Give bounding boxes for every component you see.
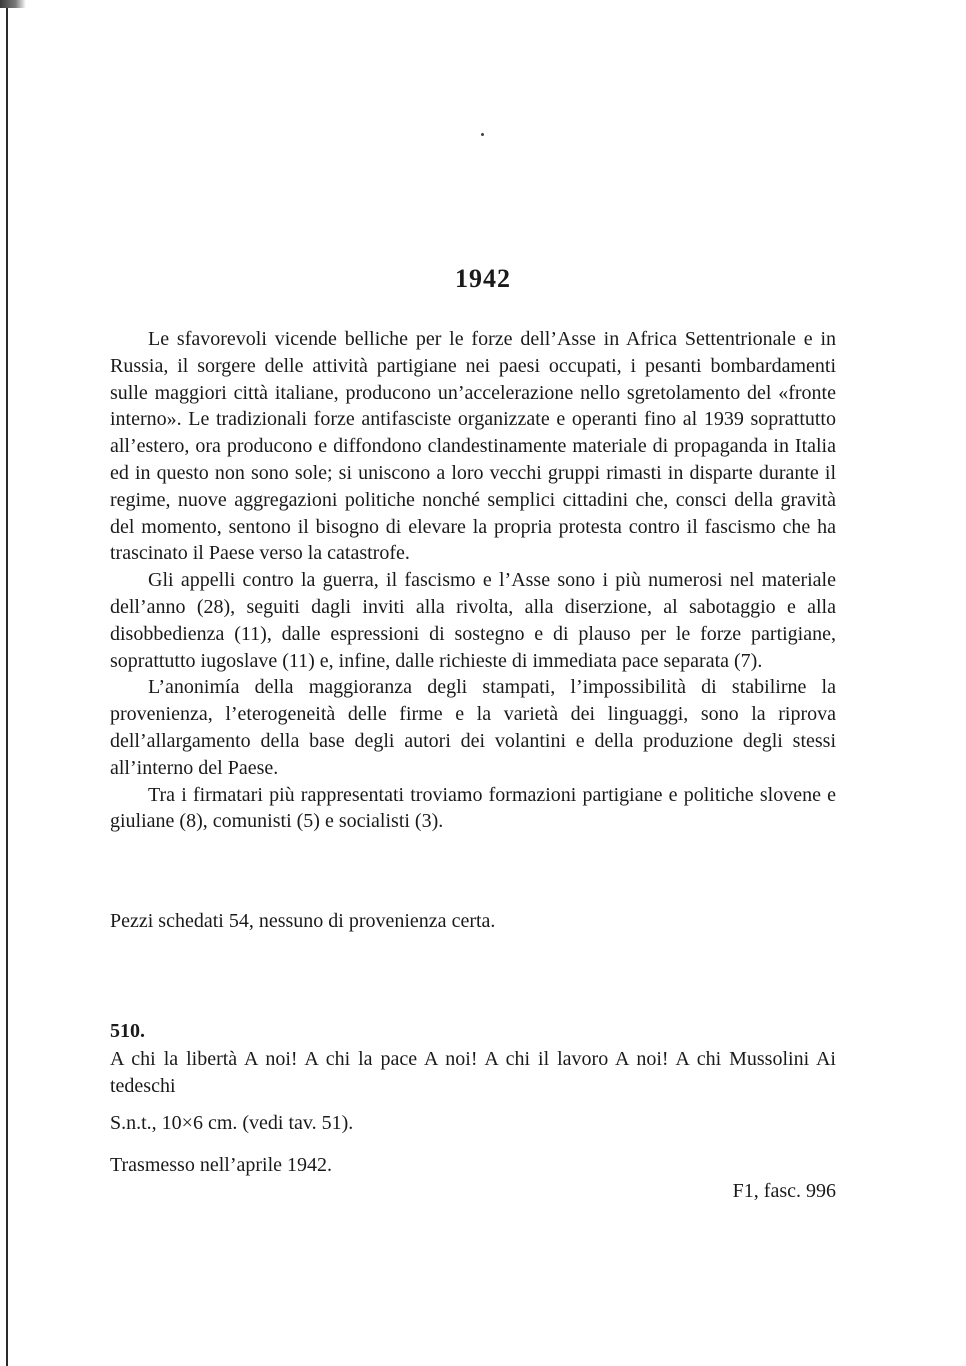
entry-archive-reference: F1, fasc. 996: [732, 1180, 836, 1202]
entry-transmission-note: Trasmesso nell’aprile 1942.: [110, 1154, 333, 1176]
intro-text-block: [110, 326, 836, 835]
entry-description: S.n.t., 10×6 cm. (vedi tav. 51).: [110, 1112, 354, 1134]
catalogue-summary: Pezzi schedati 54, nessuno di provenienza certa.: [110, 910, 496, 932]
scan-speck: [481, 133, 484, 136]
intro-paragraph-2: Gli appelli contro la guerra, il fascismo e l’Asse sono i più numerosi nel materiale dell’anno (28), seguiti dagli inviti alla rivolta, alla diserzione, al sabotaggio e alla disobbedienza (11), dalle espressioni di sostegno e di plauso per le forze partigiane, soprattutto iugoslave (11) e, infine, dalle richieste di immediata pace separata (7).: [110, 569, 836, 672]
entry-number: 510.: [110, 1020, 145, 1042]
intro-paragraph-4: Tra i firmatari più rappresentati troviamo formazioni partigiane e politiche slovene e giuliane (8), comunisti (5) e socialisti (3).: [110, 783, 836, 833]
intro-paragraph-3: L’anonimía della maggioranza degli stampati, l’impossibilità di stabilirne la provenienza, l’eterogeneità delle firme e la varietà dei linguaggi, sono la riprova dell’allargamento della base degli autori dei volantini e della produzione degli stessi all’interno del Paese.: [110, 676, 836, 779]
year-heading: 1942: [455, 264, 511, 293]
scan-page-edge: [6, 0, 8, 1366]
scan-corner-mark: [0, 0, 26, 8]
entry-title: A chi la libertà A noi! A chi la pace A noi! A chi il lavoro A noi! A chi Mussolini Ai tedeschi: [110, 1048, 836, 1097]
intro-paragraph-1: Le sfavorevoli vicende belliche per le forze dell’Asse in Africa Settentrionale e in Russia, il sorgere delle attività partigiane nei paesi occupati, i pesanti bombardamenti sulle maggiori città italiane, producono un’accelerazione nello sgretolamento del «fronte interno». Le tradizionali forze antifasciste organizzate e operanti fino al 1939 soprattutto all’estero, ora producono e diffondono clandestinamente materiale di propaganda in Italia ed in questo non sono sole; si uniscono a loro vecchi gruppi rimasti in disparte durante il regime, nuove aggregazioni politiche nonché semplici cittadini che, consci della gravità del momento, sentono il bisogno di elevare la propria protesta contro il fascismo che ha trascinato il Paese verso la catastrofe.: [110, 328, 836, 565]
